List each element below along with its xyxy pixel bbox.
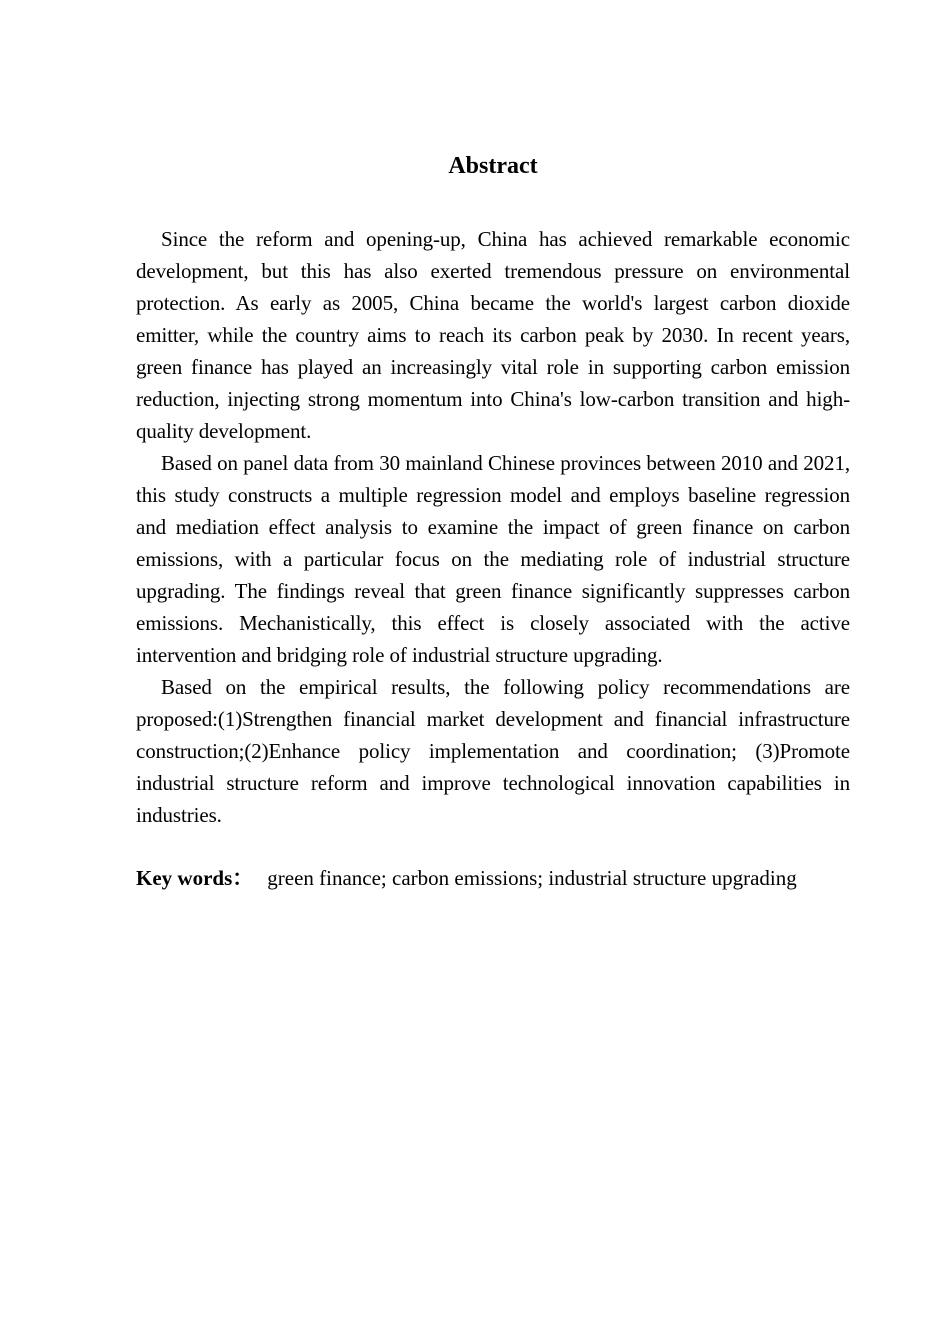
keywords-text: green finance; carbon emissions; industrial structure upgrading [267,866,797,890]
abstract-paragraph-2: Based on panel data from 30 mainland Chinese provinces between 2010 and 2021, this study constructs a multiple regression model and employs baseline regression and mediation effect analysis to examine the impact of green finance on carbon emissions, with a particular focus on the mediating role of industrial structure upgrading. The findings reveal that green finance significantly suppresses carbon emissions. Mechanistically, this effect is closely associated with the active intervention and bridging role of industrial structure upgrading. [136,451,850,667]
abstract-body [136,223,850,831]
abstract-title: Abstract [448,153,538,179]
abstract-paragraph-3: Based on the empirical results, the following policy recommendations are proposed:(1)Strengthen financial market development and financial infrastructure construction;(2)Enhance policy implementation and coordination; (3)Promote industrial structure reform and improve technological innovation capabilities in industries. [136,675,850,827]
keywords-label: Key words： [136,866,254,890]
keywords-line [136,862,876,894]
abstract-paragraph-1: Since the reform and opening-up, China has achieved remarkable economic development, but this has also exerted tremendous pressure on environmental protection. As early as 2005, China became the world's largest carbon dioxide emitter, while the country aims to reach its carbon peak by 2030. In recent years, green finance has played an increasingly vital role in supporting carbon emission reduction, injecting strong momentum into China's low-carbon transition and high-quality development. [136,227,850,443]
